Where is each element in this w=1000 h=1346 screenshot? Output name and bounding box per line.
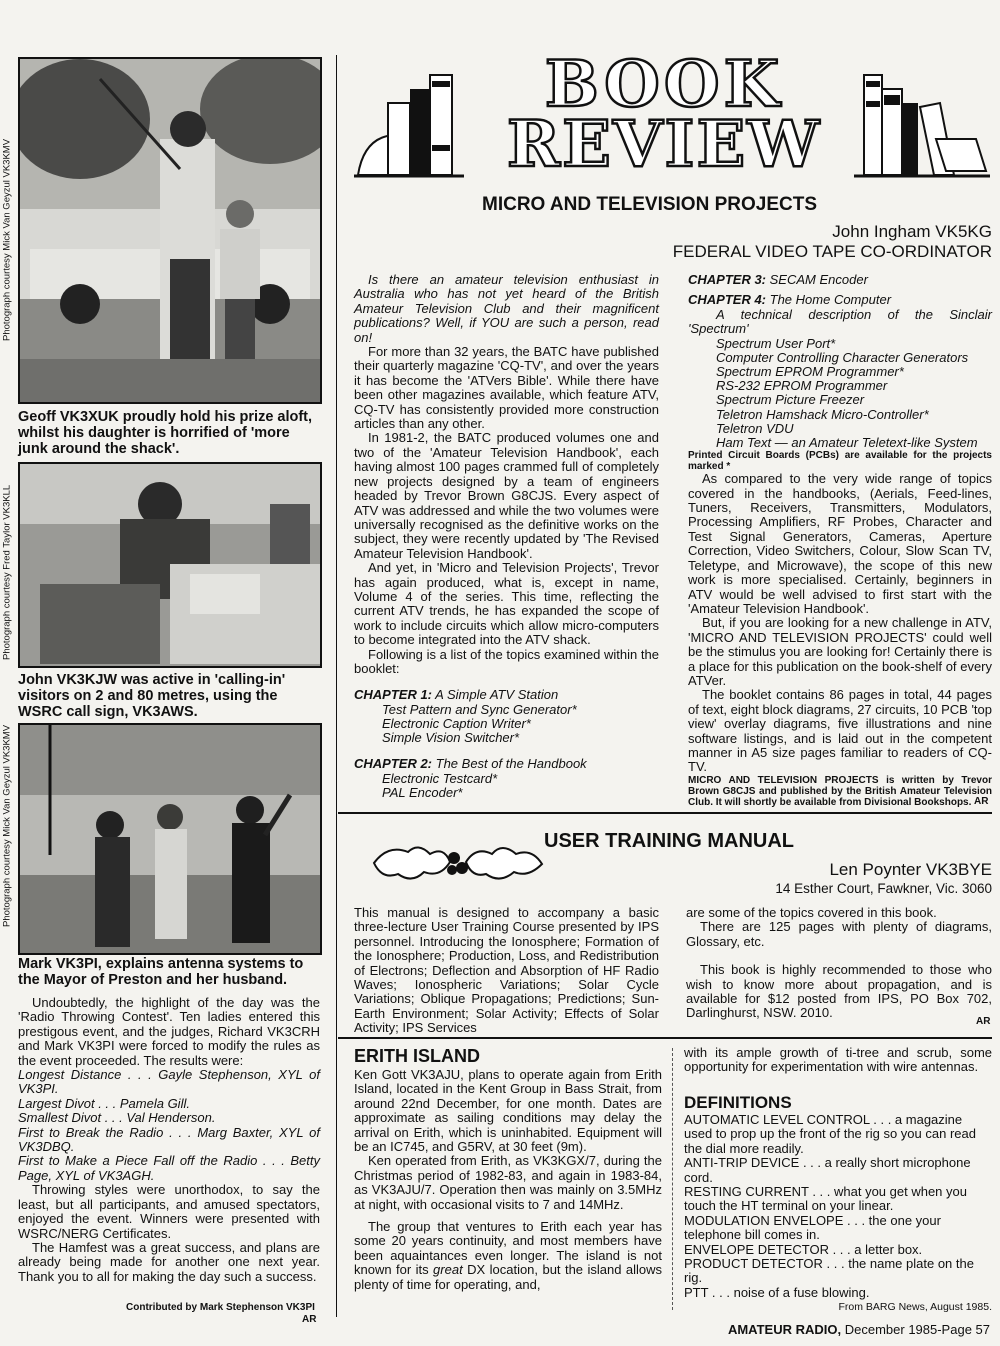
hamfest-intro: Undoubtedly, the highlight of the day was the 'Radio Throwing Contest'. Ten ladies entered this prestigous event, and the judges, Richard VK3CRH and Mark VK3PI were forced to modify the rules as the event proceeded. The results were: <box>18 995 320 1068</box>
hamfest-contributor: Contributed by Mark Stephenson VK3PI <box>126 1302 315 1313</box>
review2-para: This manual is designed to accompany a basic three-lecture User Training Course presented by IPS personnel. Introducing the Ionosphere; Formation of the Ionosphere; Production, Loss, and Redistribution of Electrons; Deflection and Absorption of HF Radio Waves; Ionospheric Variations; Solar Cycle Variations; Oblique Propagations; Predictions; Sun-Earth Environment; Solar Activity; Effects of Solar Activity; IPS Services <box>354 905 659 1036</box>
footer-issue: December 1985-Page 57 <box>844 1322 990 1337</box>
erith-para: with its ample growth of ti-tree and scrub, some opportunity for experimentation with wire antennas. <box>684 1045 992 1075</box>
chapter-3-head: CHAPTER 3: <box>688 272 767 287</box>
review2-address: 14 Esther Court, Fawkner, Vic. 3060 <box>775 881 992 896</box>
review1-para: In 1981-2, the BATC produced volumes one and two of the 'Amateur Television Handbook', each having almost 100 pages crammed full of completely new projects designed by a team of engineers headed by Trevor Brown G8CJS. Every aspect of ATV was addressed and while the two volumes were universally recognised as the definitive works on the subject, they were recently updated by 'The Revised Amateur Television Handbook'. <box>354 430 659 561</box>
erith-para-end: DX location, but the island allows plenty of time for operating, and, <box>354 1262 662 1292</box>
chapter-item: Ham Text — an Amateur Teletext-like System <box>716 435 978 451</box>
review2-para: are some of the topics covered in this book. <box>686 905 937 920</box>
review1-author-role: FEDERAL VIDEO TAPE CO-ORDINATOR <box>672 242 992 261</box>
chapter-4-desc: A technical description of the Sinclair 'Spectrum' <box>688 306 992 337</box>
review1-para: Following is a list of the topics examined within the booklet: <box>354 646 659 676</box>
chapter-item: Test Pattern and Sync Generator* <box>382 701 577 717</box>
erith-para <box>354 1220 662 1292</box>
page-footer <box>728 1322 990 1337</box>
hamfest-para2: Throwing styles were unorthodox, to say the least, but all participants, and amused spectators, enjoyed the event. Winners were presented with WSRC/NERG Certificates. <box>18 1182 320 1241</box>
chapter-item: Spectrum EPROM Programmer* <box>716 364 904 380</box>
book-review-banner <box>354 47 990 185</box>
review1-column-a <box>354 273 659 800</box>
erith-continued <box>684 1046 992 1075</box>
chapter-1-title: A Simple ATV Station <box>435 687 559 703</box>
review1-para: For more than 32 years, the BATC have published their quarterly magazine 'CQ-TV', and over the years it has become the 'ATVers Bible'. While there have been other magazines available, which feature ATV, CQ-TV has consistently provided more construction articles than any other. <box>354 344 659 432</box>
erith-title: ERITH ISLAND <box>354 1046 480 1066</box>
review2-para: This book is highly recommended to those who wish to know more about propagation, and is available for $12 posted from IPS, PO Box 702, Darlinghurst, NSW. 2010. <box>686 962 992 1021</box>
chapter-item: Spectrum User Port* <box>716 335 836 351</box>
chapter-1 <box>354 688 659 702</box>
definition-item: RESTING CURRENT . . . what you get when you touch the HT terminal on your linear. <box>684 1184 967 1214</box>
title-line-book: BOOK <box>544 47 784 122</box>
review1-author: John Ingham VK5KG <box>832 222 992 241</box>
chapter-item: Teletron VDU <box>716 420 794 436</box>
chapter-1-head: CHAPTER 1: <box>354 687 433 703</box>
photo-caption-1: Geoff VK3XUK proudly hold his prize aloft, whilst his daughter is horrified of 'more junk around the shack'. <box>18 409 313 457</box>
chapter-item: Spectrum Picture Freezer <box>716 392 865 408</box>
hamfest-result: Largest Divot . . . Pamela Gill. <box>18 1095 190 1111</box>
definitions-title: DEFINITIONS <box>684 1093 792 1112</box>
chapter-2 <box>354 757 659 771</box>
erith-para: Ken operated from Erith, as VK3KGX/7, during the Christmas period of 1982-83, and again in 1983-84, as VK3AJU/7. Operation then was mainly on 3.5MHz at night, with occasional visits to 7 and 14MHz. <box>354 1153 662 1212</box>
definition-item: ANTI-TRIP DEVICE . . . a really short microphone cord. <box>684 1155 971 1185</box>
definition-item: ENVELOPE DETECTOR . . . a letter box. <box>684 1241 923 1257</box>
definitions-source: From BARG News, August 1985. <box>838 1301 992 1314</box>
chapter-4-head: CHAPTER 4: <box>688 292 767 308</box>
erith-article <box>354 1068 662 1292</box>
hamfest-para3: The Hamfest was a great success, and plans are already being made for another one next year. Thank you to all for making the day such a success. <box>18 1239 320 1284</box>
review1-para: And yet, in 'Micro and Television Projects', Trevor has again produced, what is, except in name, Volume 4 of the series. This time, reflecting the current ATV trends, he has expanded the scope of work to include circuits which allow micro-computers to become integrated into the ATV shack. <box>354 560 659 648</box>
erith-para: Ken Gott VK3AJU, plans to operate again from Erith Island, located in the Kent Group in Bass Strait, from around 22nd December, for one month. Dates are approximate as sailing conditions may delay the arrival on Erith, which is uninhabited. Equipment will be an IC745, and G5RV, at 30 feet (9m). <box>354 1067 662 1155</box>
definition-item: PRODUCT DETECTOR . . . the name plate on the rig. <box>684 1256 974 1286</box>
review1-para: As compared to the very wide range of topics covered in the handbooks, (Aerials, Feed-lines, Tuners, Receivers, Transmitters, Modulators, Processing Amplifiers, RF Probes, Character and Test Signal Generators, Cameras, Aperture Correction, Video Switchers, Colour, Slow Scan TV, Teletype, and Microwave), the scope of this new work is more specialised. Certainly, beginners in ATV would be well advised to first start with the 'Amateur Television Handbook'. <box>688 471 992 616</box>
photo-credit-1: Photograph courtesy Mick Van Geyzul VK3KMV <box>1 138 13 342</box>
definitions-section <box>684 1093 992 1313</box>
footer-magazine: AMATEUR RADIO, <box>727 1322 842 1337</box>
chapter-item: PAL Encoder* <box>382 785 463 800</box>
review1-para: The booklet contains 86 pages in total, 44 pages of text, eight block diagrams, 27 circuits, 10 PCB 'top view' overlay diagrams, five illustrations and nine software listings, and is laid out in the competent manner in A5 size pages familiar to readers of CQ-TV. <box>688 687 992 775</box>
chapter-item: Simple Vision Switcher* <box>382 730 520 746</box>
hamfest-result: First to Make a Piece Fall off the Radio . . . Betty Page, XYL of VK3AGH. <box>18 1153 320 1183</box>
review1-end-mark: AR <box>974 796 989 807</box>
chapter-4 <box>688 293 992 307</box>
review2-author: Len Poynter VK3BYE <box>829 860 992 879</box>
hamfest-result: Smallest Divot . . . Val Henderson. <box>18 1110 216 1126</box>
photo-mark-antenna <box>18 723 322 955</box>
column-rule <box>672 1048 673 1310</box>
book-review-title <box>474 47 854 182</box>
chapter-item: Teletron Hamshack Micro-Controller* <box>716 406 929 422</box>
chapter-3-title: SECAM Encoder <box>769 272 868 287</box>
definition-item: AUTOMATIC LEVEL CONTROL . . . a magazine used to prop up the front of the rig so you can read the dial more readily. <box>684 1112 976 1156</box>
review1-title: MICRO AND TELEVISION PROJECTS <box>482 194 817 215</box>
chapter-4-title: The Home Computer <box>769 292 892 308</box>
erith-para-emphasis: great <box>433 1262 463 1278</box>
photo-credit-2: Photograph courtesy Fred Taylor VK3KLL <box>1 484 13 660</box>
chapter-item: Electronic Caption Writer* <box>382 715 531 731</box>
title-line-review: REVIEW <box>506 107 822 182</box>
hamfest-result: Longest Distance . . . Gayle Stephenson, XYL of VK3PI. <box>18 1067 320 1097</box>
section-divider <box>338 1037 992 1039</box>
hamfest-article <box>18 996 320 1284</box>
review2-column-a <box>354 906 659 1036</box>
photo-caption-3: Mark VK3PI, explains antenna systems to the Mayor of Preston and her husband. <box>18 956 304 988</box>
photo-john-calling-in <box>18 462 322 668</box>
chapter-2-head: CHAPTER 2: <box>354 756 433 772</box>
chapter-2-title: The Best of the Handbook <box>435 756 587 772</box>
section-divider <box>338 812 992 814</box>
pcb-note: Printed Circuit Boards (PCBs) are available for the projects marked * <box>688 450 992 473</box>
column-divider <box>336 55 337 1317</box>
definition-item: PTT . . . noise of a fuse blowing. <box>684 1284 870 1300</box>
holly-illustration <box>368 838 548 888</box>
review1-column-b <box>688 273 992 808</box>
erith-para-start: The group that ventures to Erith each year has some 20 years continuity, and most members have been aquaintances even longer. The island is not known for its <box>354 1219 662 1278</box>
chapter-item: RS-232 EPROM Programmer <box>716 378 888 394</box>
hamfest-end-mark: AR <box>302 1314 317 1325</box>
photo-caption-2: John VK3KJW was active in 'calling-in' visitors on 2 and 80 metres, using the WSRC call sign, VK3AWS. <box>18 672 286 720</box>
chapter-item: Computer Controlling Character Generators <box>716 349 969 365</box>
review2-title: USER TRAINING MANUAL <box>544 830 794 852</box>
photo-credit-3: Photograph courtesy Mick Van Geyzul VK3KMV <box>1 724 13 928</box>
chapter-item: Electronic Testcard* <box>382 770 498 786</box>
review1-intro: Is there an amateur television enthusiast in Australia who has not yet heard of the British Amateur Television Club and their magnificent publications? Well, if YOU are such a person, read on! <box>354 272 659 345</box>
review2-para: There are 125 pages with plenty of diagrams, Glossary, etc. <box>686 919 992 949</box>
photo-geoff-prize <box>18 57 322 404</box>
review1-para: But, if you are looking for a new challenge in ATV, 'MICRO AND TELEVISION PROJECTS' could well be the stimulus you are looking for! Certainly there is a place for this publication on the book-shelf of every ATVer. <box>688 615 992 688</box>
review1-publisher-note: MICRO AND TELEVISION PROJECTS is written by Trevor Brown G8CJS and published by the British Amateur Television Club. It will shortly be available from Divisional Bookshops. <box>688 774 992 808</box>
hamfest-result: First to Break the Radio . . . Marg Baxter, XYL of VK3DBQ. <box>18 1124 320 1155</box>
definition-item: MODULATION ENVELOPE . . . the one your telephone bill comes in. <box>684 1212 941 1243</box>
chapter-3 <box>688 273 992 287</box>
review2-end-mark: AR <box>976 1016 991 1027</box>
review2-column-b <box>686 906 992 1021</box>
